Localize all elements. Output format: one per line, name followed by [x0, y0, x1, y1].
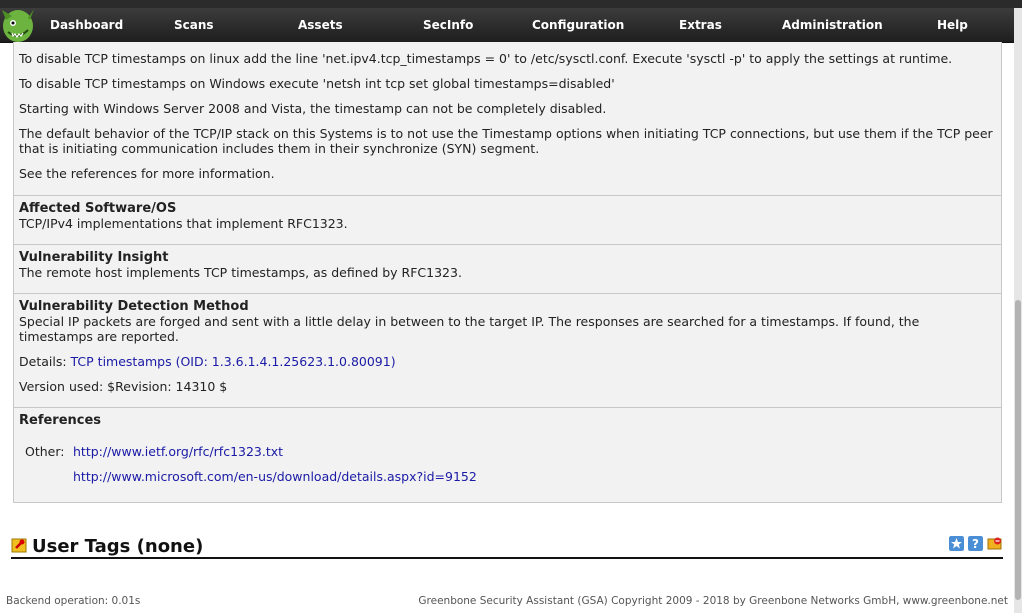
nav-configuration[interactable]: Configuration: [532, 18, 625, 32]
insight-heading: Vulnerability Insight: [19, 250, 169, 265]
nav-help[interactable]: Help: [937, 18, 968, 32]
solution-text-default-behavior: The default behavior of the TCP/IP stack on this Systems is to not use the Timestamp options when initiating TCP connections, but use them if the TCP peer that is initiating communication includes them in their synchronize (SYN) segment.: [19, 126, 993, 156]
nav-extras[interactable]: Extras: [679, 18, 722, 32]
reference-link[interactable]: http://www.microsoft.com/en-us/download/details.aspx?id=9152: [73, 469, 477, 484]
nav-dashboard[interactable]: Dashboard: [50, 18, 124, 32]
detection-details: [19, 354, 994, 369]
affected-section: [14, 195, 1001, 244]
help-question-icon[interactable]: [968, 536, 983, 551]
main-navbar: [0, 8, 1014, 43]
insight-text: The remote host implements TCP timestamps, as defined by RFC1323.: [19, 265, 462, 280]
new-tag-star-icon[interactable]: [949, 536, 964, 551]
reference-link[interactable]: http://www.ietf.org/rfc/rfc1323.txt: [73, 444, 284, 459]
reference-link-rfc1323: [73, 444, 1022, 459]
nav-scans[interactable]: Scans: [174, 18, 214, 32]
details-nvt-link[interactable]: TCP timestamps (OID: 1.3.6.1.4.1.25623.1.0.80091): [70, 354, 396, 369]
solution-text-server2008: Starting with Windows Server 2008 and Vista, the timestamp can not be completely disabled.: [19, 101, 607, 116]
backend-operation-time: Backend operation: 0.01s: [6, 595, 141, 607]
affected-text: TCP/IPv4 implementations that implement RFC1323.: [19, 216, 348, 231]
footer-copyright: Greenbone Security Assistant (GSA) Copyright 2009 - 2018 by Greenbone Networks GmbH, www.greenbone.net: [418, 595, 1008, 607]
solution-text-see-references: See the references for more information.: [19, 166, 275, 181]
folder-toggle-icon[interactable]: [987, 536, 1002, 551]
nav-administration[interactable]: Administration: [782, 18, 883, 32]
detection-text: Special IP packets are forged and sent with a little delay in between to the target IP. The responses are searched for a timestamps. If found, the timestamps are reported.: [19, 314, 920, 344]
detection-heading: Vulnerability Detection Method: [19, 299, 249, 314]
details-label: Details:: [19, 354, 71, 369]
user-tags-pin-icon: [11, 537, 27, 553]
nvt-details-panel: [13, 42, 1002, 503]
svg-text:?: ?: [972, 537, 979, 551]
solution-text-linux: To disable TCP timestamps on linux add the line 'net.ipv4.tcp_timestamps = 0' to /etc/sysctl.conf. Execute 'sysctl -p' to apply the settings at runtime.: [19, 51, 953, 66]
reference-link-microsoft: [73, 469, 1022, 484]
browser-top-strip: [0, 0, 1022, 8]
solution-text-windows: To disable TCP timestamps on Windows execute 'netsh int tcp set global timestamps=disabled': [19, 76, 615, 91]
detection-section: [14, 293, 1001, 407]
insight-section: [14, 244, 1001, 293]
references-other-label: Other:: [25, 444, 65, 459]
references-section: [14, 407, 1001, 503]
detection-version: Version used: $Revision: 14310 $: [19, 379, 228, 394]
user-tags-title: User Tags (none): [32, 536, 204, 557]
references-heading: References: [19, 413, 102, 428]
nav-secinfo[interactable]: SecInfo: [423, 18, 474, 32]
nav-assets[interactable]: Assets: [298, 18, 343, 32]
section-divider: [11, 557, 1003, 559]
affected-heading: Affected Software/OS: [19, 201, 177, 216]
greenbone-logo-icon[interactable]: [0, 6, 36, 44]
